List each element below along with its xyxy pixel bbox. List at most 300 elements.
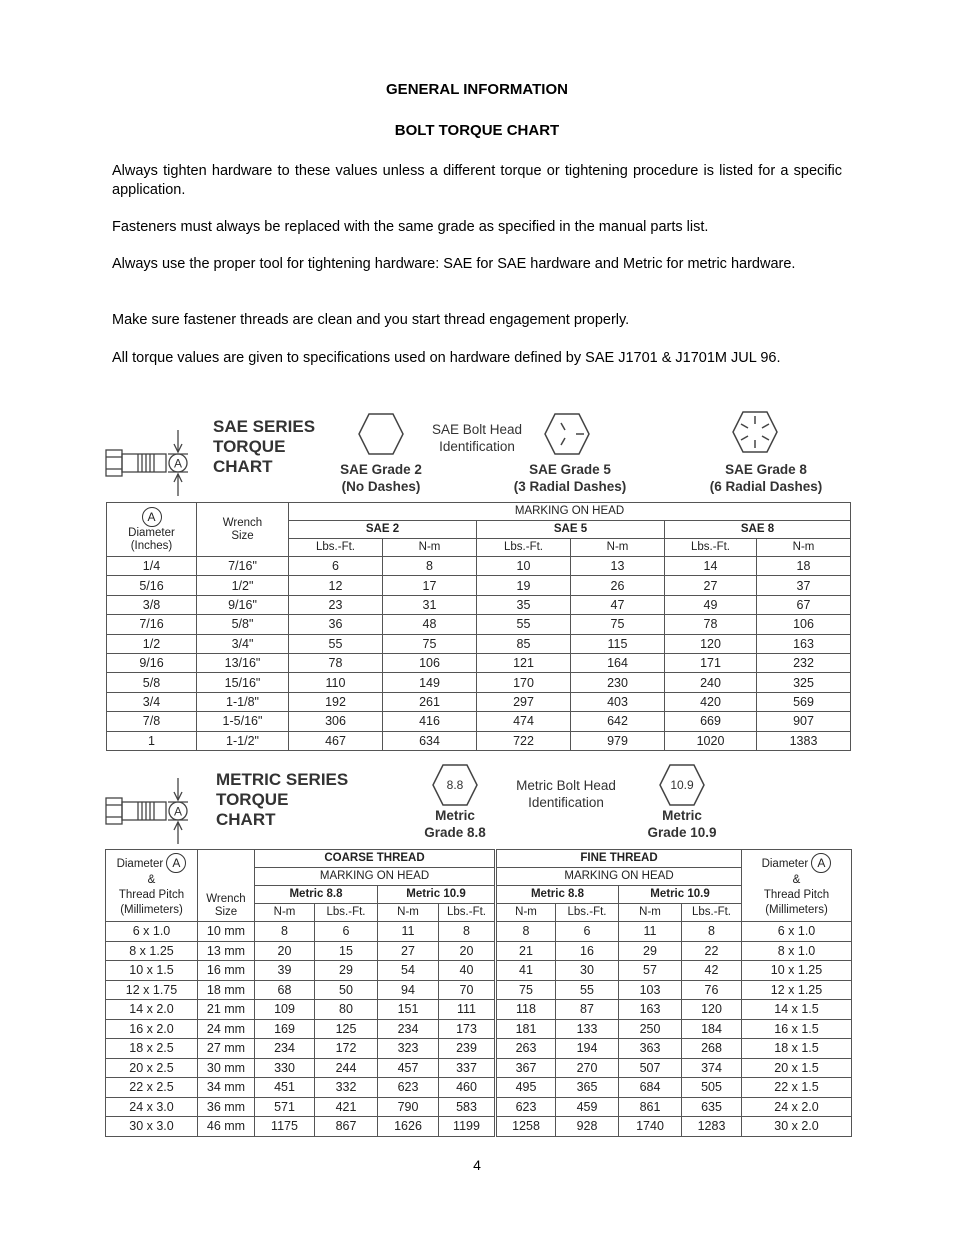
table-row [106, 1097, 852, 1117]
table-cell: 121 [477, 653, 571, 672]
table-row [106, 1117, 852, 1137]
table-cell: 230 [571, 673, 665, 692]
table-cell: 416 [383, 712, 477, 731]
grade-note: (6 Radial Dashes) [709, 479, 823, 494]
table-cell: 363 [619, 1039, 682, 1059]
table-cell: 22 x 2.5 [106, 1078, 198, 1098]
table-cell: 325 [757, 673, 851, 692]
table-cell: 507 [619, 1058, 682, 1078]
table-cell: 170 [477, 673, 571, 692]
table-cell: 8 x 1.0 [742, 941, 852, 961]
table-cell: 106 [757, 615, 851, 634]
table-cell: 30 x 3.0 [106, 1117, 198, 1137]
table-cell: 263 [496, 1039, 556, 1059]
table-cell: 684 [619, 1078, 682, 1098]
table-cell: 85 [477, 634, 571, 653]
table-cell: 37 [757, 576, 851, 595]
table-cell: 23 [289, 595, 383, 614]
table-cell: 26 [571, 576, 665, 595]
table-row [106, 1000, 852, 1020]
table-cell: 14 [665, 557, 757, 576]
table-row [106, 1058, 852, 1078]
table-cell: 34 mm [198, 1078, 255, 1098]
table-cell: 31 [383, 595, 477, 614]
table-cell: 70 [439, 980, 496, 1000]
table-cell: 41 [496, 961, 556, 981]
unit-header: Lbs.-Ft. [556, 904, 619, 922]
table-cell: 330 [255, 1058, 315, 1078]
table-cell: 55 [556, 980, 619, 1000]
table-cell: 87 [556, 1000, 619, 1020]
table-cell: 18 [757, 557, 851, 576]
marking-on-head-header: MARKING ON HEAD [289, 503, 851, 521]
caption-line: Identification [528, 795, 604, 810]
table-cell: 48 [383, 615, 477, 634]
table-cell: 1-5/16" [197, 712, 289, 731]
table-row [106, 1078, 852, 1098]
table-cell: 8 [439, 922, 496, 942]
unit-header: N-m [378, 904, 439, 922]
table-cell: 8 [496, 922, 556, 942]
header-line: Thread Pitch [763, 889, 830, 901]
table-cell: 7/16 [107, 615, 197, 634]
grade-name: SAE Grade 8 [725, 462, 807, 477]
table-cell: 42 [682, 961, 742, 981]
table-cell: 20 x 2.5 [106, 1058, 198, 1078]
paragraph: Always use the proper tool for tightening hardware: SAE for SAE hardware and Metric for metric hardware. [112, 256, 796, 272]
table-cell: 337 [439, 1058, 496, 1078]
table-cell: 722 [477, 731, 571, 750]
sae-grade-5-caption [490, 461, 650, 495]
table-cell: 103 [619, 980, 682, 1000]
table-cell: 474 [477, 712, 571, 731]
table-cell: 9/16" [197, 595, 289, 614]
table-cell: 635 [682, 1097, 742, 1117]
group-header: Metric 10.9 [619, 886, 742, 904]
table-cell: 10 [477, 557, 571, 576]
table-cell: 20 [439, 941, 496, 961]
table-row [107, 576, 851, 595]
table-row [106, 922, 852, 942]
table-cell: 27 [378, 941, 439, 961]
table-cell: 261 [383, 692, 477, 711]
table-cell: 173 [439, 1019, 496, 1039]
table-cell: 125 [315, 1019, 378, 1039]
table-cell: 184 [682, 1019, 742, 1039]
sae-table-body [107, 557, 851, 751]
bolt-diagram-label: A [173, 456, 183, 471]
diameter-header [107, 503, 197, 557]
table-cell: 16 x 1.5 [742, 1019, 852, 1039]
unit-header: Lbs.-Ft. [477, 539, 571, 557]
diameter-thread-pitch-header [742, 850, 852, 922]
table-cell: 9/16 [107, 653, 197, 672]
paragraph: Always tighten hardware to these values unless a different torque or tightening procedure is listed for a specific application. [112, 163, 842, 198]
table-cell: 8 x 1.25 [106, 941, 198, 961]
marking-on-head-header: MARKING ON HEAD [496, 868, 742, 886]
table-cell: 1/4 [107, 557, 197, 576]
table-cell: 115 [571, 634, 665, 653]
sae-chart-title [213, 417, 315, 477]
table-cell: 13 mm [198, 941, 255, 961]
header-line: (Millimeters) [765, 904, 828, 916]
table-cell: 5/16 [107, 576, 197, 595]
hex-6-dashes-icon [731, 410, 779, 454]
metric-bolt-head-identification [500, 777, 632, 811]
hex-8-8-icon [431, 763, 479, 807]
table-cell: 78 [289, 653, 383, 672]
table-cell: 30 [556, 961, 619, 981]
table-cell: 421 [315, 1097, 378, 1117]
sae-bolt-head-identification [412, 421, 542, 455]
table-cell: 13 [571, 557, 665, 576]
table-cell: 460 [439, 1078, 496, 1098]
table-cell: 8 [682, 922, 742, 942]
page-title: BOLT TORQUE CHART [394, 122, 560, 139]
table-row [107, 692, 851, 711]
table-row [107, 595, 851, 614]
grade-note: Grade 10.9 [647, 825, 717, 840]
table-cell: 171 [665, 653, 757, 672]
table-cell: 18 mm [198, 980, 255, 1000]
hex-3-dashes-icon [543, 412, 591, 456]
table-cell: 7/8 [107, 712, 197, 731]
table-row [107, 731, 851, 750]
table-cell: 118 [496, 1000, 556, 1020]
table-cell: 75 [383, 634, 477, 653]
section-heading: GENERAL INFORMATION [386, 81, 568, 98]
table-cell: 24 mm [198, 1019, 255, 1039]
table-row [107, 712, 851, 731]
bolt-diagram-icon [104, 430, 196, 496]
table-cell: 5/8 [107, 673, 197, 692]
table-cell: 18 x 1.5 [742, 1039, 852, 1059]
table-cell: 250 [619, 1019, 682, 1039]
table-cell: 46 mm [198, 1117, 255, 1137]
table-cell: 75 [496, 980, 556, 1000]
unit-header: N-m [255, 904, 315, 922]
table-cell: 12 x 1.75 [106, 980, 198, 1000]
table-cell: 13/16" [197, 653, 289, 672]
table-cell: 403 [571, 692, 665, 711]
table-cell: 6 x 1.0 [742, 922, 852, 942]
grade-note: Grade 8.8 [424, 825, 486, 840]
table-cell: 1/2 [107, 634, 197, 653]
table-cell: 55 [289, 634, 383, 653]
table-row [106, 961, 852, 981]
table-cell: 12 x 1.25 [742, 980, 852, 1000]
table-row [107, 673, 851, 692]
unit-header: N-m [757, 539, 851, 557]
grade-note: (3 Radial Dashes) [513, 479, 627, 494]
table-cell: 94 [378, 980, 439, 1000]
table-cell: 75 [571, 615, 665, 634]
table-cell: 634 [383, 731, 477, 750]
table-cell: 8 [383, 557, 477, 576]
table-cell: 3/8 [107, 595, 197, 614]
caption-line: SAE Bolt Head [431, 422, 523, 437]
group-header: SAE 2 [289, 521, 477, 539]
table-cell: 24 x 3.0 [106, 1097, 198, 1117]
table-cell: 27 mm [198, 1039, 255, 1059]
table-cell: 47 [571, 595, 665, 614]
sae-chart-title-line: SAE SERIES [213, 417, 316, 436]
table-cell: 120 [665, 634, 757, 653]
group-header: SAE 8 [665, 521, 851, 539]
paragraph: Make sure fastener threads are clean and you start thread engagement properly. [112, 312, 630, 328]
table-cell: 29 [315, 961, 378, 981]
table-cell: 169 [255, 1019, 315, 1039]
dimension-a-icon: A [166, 853, 186, 873]
wrench-size-header [197, 503, 289, 557]
table-cell: 16 x 2.0 [106, 1019, 198, 1039]
grade-name: SAE Grade 5 [529, 462, 611, 477]
table-cell: 57 [619, 961, 682, 981]
table-row [107, 615, 851, 634]
table-cell: 1283 [682, 1117, 742, 1137]
unit-header: Lbs.-Ft. [439, 904, 496, 922]
table-cell: 268 [682, 1039, 742, 1059]
table-cell: 151 [378, 1000, 439, 1020]
unit-header: Lbs.-Ft. [665, 539, 757, 557]
metric-chart-title-line: TORQUE [216, 790, 289, 809]
table-cell: 790 [378, 1097, 439, 1117]
table-cell: 1/2" [197, 576, 289, 595]
table-row [106, 1019, 852, 1039]
table-cell: 979 [571, 731, 665, 750]
table-cell: 451 [255, 1078, 315, 1098]
metric-chart-title-line: METRIC SERIES [216, 770, 349, 789]
table-cell: 22 [682, 941, 742, 961]
table-cell: 149 [383, 673, 477, 692]
table-cell: 239 [439, 1039, 496, 1059]
table-cell: 571 [255, 1097, 315, 1117]
table-cell: 623 [378, 1078, 439, 1098]
unit-header: N-m [496, 904, 556, 922]
grade-name: Metric [662, 808, 702, 823]
header-line: Wrench [206, 893, 246, 905]
table-cell: 14 x 2.0 [106, 1000, 198, 1020]
table-cell: 40 [439, 961, 496, 981]
table-cell: 457 [378, 1058, 439, 1078]
header-line: Diameter [761, 858, 809, 870]
table-cell: 24 x 2.0 [742, 1097, 852, 1117]
table-cell: 80 [315, 1000, 378, 1020]
table-cell: 6 [556, 922, 619, 942]
table-cell: 928 [556, 1117, 619, 1137]
table-cell: 163 [619, 1000, 682, 1020]
table-cell: 244 [315, 1058, 378, 1078]
table-cell: 36 mm [198, 1097, 255, 1117]
header-line: Size [214, 906, 238, 918]
table-cell: 1175 [255, 1117, 315, 1137]
table-cell: 642 [571, 712, 665, 731]
header-line: Diameter [128, 526, 175, 539]
table-cell: 16 [556, 941, 619, 961]
sae-grade-8-caption [688, 461, 844, 495]
table-cell: 861 [619, 1097, 682, 1117]
table-cell: 49 [665, 595, 757, 614]
table-cell: 467 [289, 731, 383, 750]
table-cell: 6 [289, 557, 383, 576]
unit-header: Lbs.-Ft. [682, 904, 742, 922]
table-cell: 11 [378, 922, 439, 942]
table-cell: 6 [315, 922, 378, 942]
table-cell: 1-1/2" [197, 731, 289, 750]
table-cell: 1626 [378, 1117, 439, 1137]
table-cell: 332 [315, 1078, 378, 1098]
diameter-thread-pitch-header [106, 850, 198, 922]
sae-chart-title-line: TORQUE [213, 437, 286, 456]
caption-line: Identification [439, 439, 515, 454]
grade-mark-label: 8.8 [446, 778, 464, 792]
table-cell: 367 [496, 1058, 556, 1078]
table-row [107, 557, 851, 576]
metric-chart-title [216, 770, 348, 830]
table-cell: 232 [757, 653, 851, 672]
table-cell: 192 [289, 692, 383, 711]
header-line: Thread Pitch [118, 889, 185, 901]
dimension-a-icon: A [811, 853, 831, 873]
table-cell: 15/16" [197, 673, 289, 692]
table-cell: 323 [378, 1039, 439, 1059]
table-cell: 306 [289, 712, 383, 731]
table-cell: 163 [757, 634, 851, 653]
bolt-diagram-label: A [173, 804, 183, 819]
table-cell: 20 x 1.5 [742, 1058, 852, 1078]
table-cell: 10 x 1.25 [742, 961, 852, 981]
table-row [106, 980, 852, 1000]
coarse-thread-header: COARSE THREAD [255, 850, 496, 868]
table-cell: 867 [315, 1117, 378, 1137]
table-cell: 36 [289, 615, 383, 634]
table-cell: 20 [255, 941, 315, 961]
metric-chart-title-line: CHART [216, 810, 276, 829]
table-cell: 172 [315, 1039, 378, 1059]
unit-header: Lbs.-Ft. [289, 539, 383, 557]
table-row [107, 653, 851, 672]
table-cell: 14 x 1.5 [742, 1000, 852, 1020]
table-cell: 3/4" [197, 634, 289, 653]
table-cell: 8 [255, 922, 315, 942]
table-cell: 234 [378, 1019, 439, 1039]
table-cell: 10 mm [198, 922, 255, 942]
table-cell: 1383 [757, 731, 851, 750]
table-cell: 109 [255, 1000, 315, 1020]
unit-header: N-m [383, 539, 477, 557]
table-cell: 1 [107, 731, 197, 750]
header-line: Size [231, 529, 254, 542]
table-cell: 18 x 2.5 [106, 1039, 198, 1059]
grade-name: SAE Grade 2 [340, 462, 422, 477]
header-line: (Inches) [130, 539, 173, 552]
table-cell: 29 [619, 941, 682, 961]
unit-header: N-m [619, 904, 682, 922]
table-cell: 181 [496, 1019, 556, 1039]
table-cell: 374 [682, 1058, 742, 1078]
table-cell: 30 x 2.0 [742, 1117, 852, 1137]
table-cell: 420 [665, 692, 757, 711]
table-cell: 111 [439, 1000, 496, 1020]
table-row [107, 634, 851, 653]
table-cell: 270 [556, 1058, 619, 1078]
paragraph: All torque values are given to specifications used on hardware defined by SAE J1701 & J1701M JUL 96. [112, 350, 781, 366]
header-line: & [792, 874, 801, 886]
table-cell: 22 x 1.5 [742, 1078, 852, 1098]
metric-grade-8-8-caption [405, 807, 505, 841]
wrench-size-header [198, 850, 255, 922]
table-cell: 50 [315, 980, 378, 1000]
table-cell: 12 [289, 576, 383, 595]
metric-table-body [106, 922, 852, 1137]
table-cell: 1-1/8" [197, 692, 289, 711]
table-cell: 19 [477, 576, 571, 595]
table-cell: 907 [757, 712, 851, 731]
bolt-diagram-icon [104, 778, 196, 844]
table-cell: 106 [383, 653, 477, 672]
fine-thread-header: FINE THREAD [496, 850, 742, 868]
table-cell: 55 [477, 615, 571, 634]
table-row [106, 941, 852, 961]
marking-on-head-header: MARKING ON HEAD [255, 868, 496, 886]
table-row [106, 1039, 852, 1059]
table-cell: 10 x 1.5 [106, 961, 198, 981]
table-cell: 1740 [619, 1117, 682, 1137]
table-cell: 1199 [439, 1117, 496, 1137]
table-cell: 3/4 [107, 692, 197, 711]
table-cell: 21 [496, 941, 556, 961]
group-header: Metric 10.9 [378, 886, 496, 904]
table-cell: 240 [665, 673, 757, 692]
group-header: SAE 5 [477, 521, 665, 539]
table-cell: 1020 [665, 731, 757, 750]
table-cell: 15 [315, 941, 378, 961]
table-cell: 67 [757, 595, 851, 614]
table-cell: 110 [289, 673, 383, 692]
paragraph: Fasteners must always be replaced with the same grade as specified in the manual parts list. [112, 219, 709, 235]
table-cell: 17 [383, 576, 477, 595]
header-line: Wrench [222, 516, 263, 529]
sae-grade-2-caption [311, 461, 451, 495]
table-cell: 234 [255, 1039, 315, 1059]
group-header: Metric 8.8 [255, 886, 378, 904]
unit-header: Lbs.-Ft. [315, 904, 378, 922]
metric-torque-table [105, 849, 852, 1137]
table-cell: 669 [665, 712, 757, 731]
table-cell: 78 [665, 615, 757, 634]
sae-chart-title-line: CHART [213, 457, 273, 476]
sae-torque-table [106, 502, 851, 751]
table-cell: 623 [496, 1097, 556, 1117]
table-cell: 6 x 1.0 [106, 922, 198, 942]
table-cell: 194 [556, 1039, 619, 1059]
table-cell: 297 [477, 692, 571, 711]
table-cell: 365 [556, 1078, 619, 1098]
header-line: & [147, 874, 156, 886]
table-cell: 39 [255, 961, 315, 981]
table-cell: 54 [378, 961, 439, 981]
table-cell: 569 [757, 692, 851, 711]
hex-no-dashes-icon [357, 412, 405, 456]
table-cell: 133 [556, 1019, 619, 1039]
table-cell: 21 mm [198, 1000, 255, 1020]
dimension-a-icon: A [142, 507, 162, 527]
metric-grade-10-9-caption [632, 807, 732, 841]
table-cell: 459 [556, 1097, 619, 1117]
page-number: 4 [473, 1157, 481, 1173]
table-cell: 1258 [496, 1117, 556, 1137]
hex-10-9-icon [658, 763, 706, 807]
